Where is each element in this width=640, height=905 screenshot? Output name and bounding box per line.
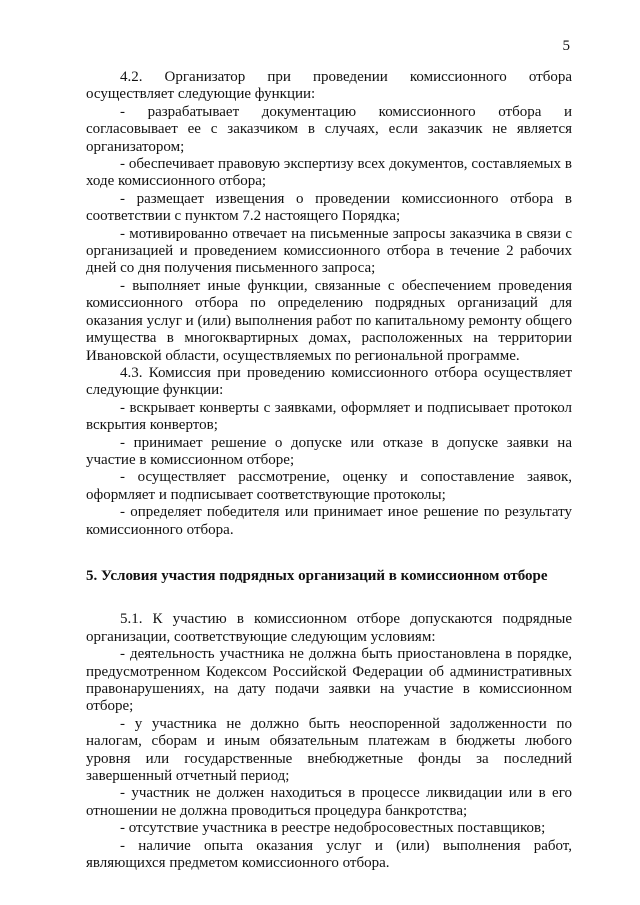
document-body (86, 69, 572, 872)
paragraph-5-1-item-5: - наличие опыта оказания услуг и (или) выполнения работ, являющихся предметом комиссионного отбора. (86, 837, 572, 872)
paragraph-4-3-item-1: - вскрывает конверты с заявками, оформляет и подписывает протокол вскрытия конвертов; (86, 399, 572, 434)
paragraph-4-2-item-4: - мотивированно отвечает на письменные запросы заказчика в связи с организацией и проведением комиссионного отбора в течение 2 рабочих дней со дня получения письменного запроса; (86, 225, 572, 277)
paragraph-4-2: 4.2. Организатор при проведении комиссионного отбора осуществляет следующие функции: (86, 69, 572, 103)
paragraph-5-1-item-2: - у участника не должно быть неоспоренной задолженности по налогам, сборам и иным обязательным платежам в бюджеты любого уровня или государственные внебюджетные фонды за последний завершенный отчетный период; (86, 715, 572, 785)
paragraph-5-1-item-1: - деятельность участника не должна быть приостановлена в порядке, предусмотренном Кодексом Российской Федерации об административных правонарушениях, на дату подачи заявки на участие в комиссионном отборе; (86, 646, 572, 715)
paragraph-5-1: 5.1. К участию в комиссионном отборе допускаются подрядные организации, соответствующие следующим условиям: (86, 611, 572, 645)
paragraph-4-2-item-3: - размещает извещения о проведении комиссионного отбора в соответствии с пунктом 7.2 настоящего Порядка; (86, 190, 572, 225)
paragraph-4-2-item-5: - выполняет иные функции, связанные с обеспечением проведения комиссионного отбора по определению подрядных организаций для оказания услуг и (или) выполнения работ по капитальному ремонту общего имущества в многоквартирных домах, расположенных на территории Ивановской области, осуществляемых по региональной программе. (86, 277, 572, 364)
paragraph-4-3-item-2: - принимает решение о допуске или отказе в допуске заявки на участие в комиссионном отборе; (86, 434, 572, 468)
paragraph-5-1-item-4: - отсутствие участника в реестре недобросовестных поставщиков; (120, 820, 546, 837)
paragraph-4-3-item-3: - осуществляет рассмотрение, оценку и сопоставление заявок, оформляет и подписывает соответствующие протоколы; (86, 469, 572, 503)
paragraph-4-3-item-4: - определяет победителя или принимает иное решение по результату комиссионного отбора. (86, 504, 572, 538)
paragraph-5-1-item-3: - участник не должен находиться в процессе ликвидации или в его отношении не должна проводиться процедура банкротства; (86, 785, 572, 819)
section-5-heading: 5. Условия участия подрядных организаций в комиссионном отборе (86, 567, 548, 584)
page-number: 5 (562, 38, 570, 54)
paragraph-4-2-item-2: - обеспечивает правовую экспертизу всех документов, составляемых в ходе комиссионного отбора; (86, 156, 572, 190)
paragraph-4-2-item-1: - разрабатывает документацию комиссионного отбора и согласовывает ее с заказчиком в случаях, если заказчик не является организатором; (86, 103, 572, 155)
paragraph-4-3: 4.3. Комиссия при проведению комиссионного отбора осуществляет следующие функции: (86, 364, 572, 399)
